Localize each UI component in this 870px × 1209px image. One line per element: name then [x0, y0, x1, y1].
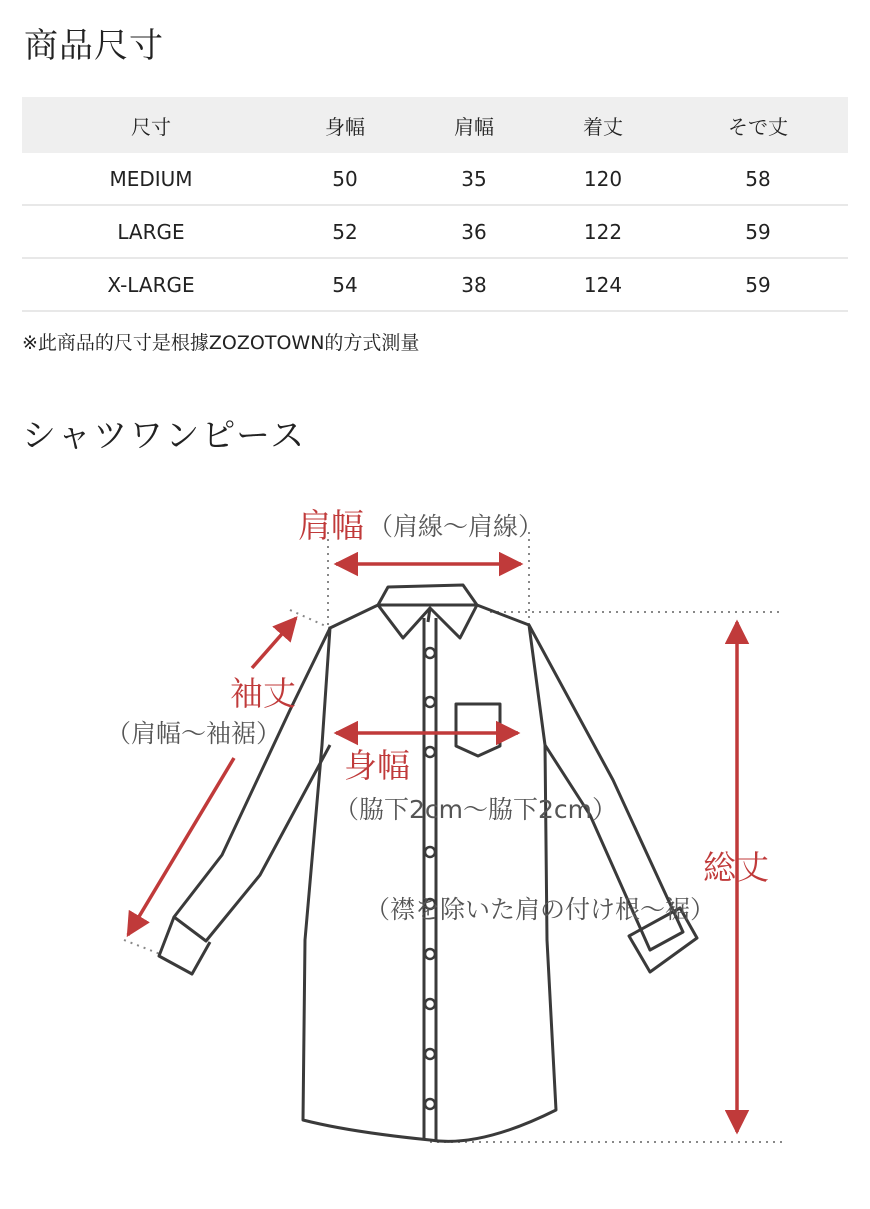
table-cell: 120 — [538, 153, 668, 205]
table-cell: LARGE — [22, 205, 280, 258]
buttons — [425, 648, 435, 1109]
table-cell: 54 — [280, 258, 410, 311]
table-cell: 59 — [668, 258, 848, 311]
button-icon — [425, 697, 435, 707]
header-shoulder-width: 肩幅 — [454, 114, 494, 139]
shirt-dress-diagram — [0, 480, 870, 1180]
header-sleeve-length: そで丈 — [728, 114, 788, 139]
table-row — [22, 205, 848, 258]
button-icon — [425, 747, 435, 757]
table-cell: MEDIUM — [22, 153, 280, 205]
page-title: 商品尺寸 — [24, 26, 164, 66]
section-title: シャツワンピース — [22, 416, 307, 456]
sleeve-label: 袖丈 — [230, 674, 296, 713]
table-cell: 50 — [280, 153, 410, 205]
table-cell: 38 — [410, 258, 538, 311]
table-cell: 124 — [538, 258, 668, 311]
button-icon — [425, 1049, 435, 1059]
button-icon — [425, 648, 435, 658]
table-row — [22, 258, 848, 311]
sleeve-arrow-top — [252, 618, 296, 668]
size-table — [22, 97, 848, 312]
header-size: 尺寸 — [131, 114, 171, 139]
length-description: （襟を除いた肩の付け根～裾） — [365, 895, 716, 924]
table-cell: 59 — [668, 205, 848, 258]
table-cell: 36 — [410, 205, 538, 258]
guide-lines — [124, 532, 785, 1142]
table-cell: X-LARGE — [22, 258, 280, 311]
table-row — [22, 153, 848, 205]
table-cell: 122 — [538, 205, 668, 258]
table-cell: 58 — [668, 153, 848, 205]
body-width-description: （脇下2cm～脇下2cm） — [334, 795, 618, 824]
table-header-row — [22, 97, 848, 153]
button-icon — [425, 1099, 435, 1109]
length-label: 総丈 — [703, 848, 769, 887]
shoulder-description: （肩線～肩線） — [368, 512, 544, 541]
measurement-note: ※此商品的尺寸是根據ZOZOTOWN的方式測量 — [22, 332, 420, 354]
button-icon — [425, 999, 435, 1009]
shoulder-label: 肩幅 — [298, 506, 364, 545]
button-icon — [425, 847, 435, 857]
header-length: 着丈 — [583, 114, 623, 139]
body-width-label: 身幅 — [344, 746, 410, 785]
table-cell: 52 — [280, 205, 410, 258]
header-body-width: 身幅 — [325, 114, 365, 139]
table-cell: 35 — [410, 153, 538, 205]
sleeve-description: （肩幅～袖裾） — [106, 719, 282, 748]
button-icon — [425, 949, 435, 959]
